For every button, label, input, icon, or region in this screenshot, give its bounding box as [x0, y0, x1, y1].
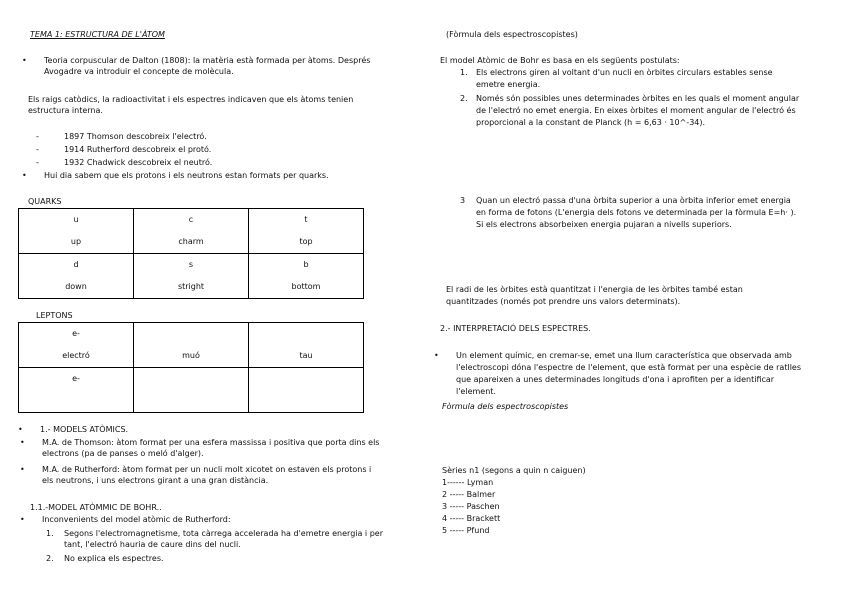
leptons-label: LEPTONS [36, 311, 73, 320]
postulate-text: Quan un electró passa d'una òrbita superior a una òrbita inferior emet energia [476, 196, 791, 205]
quark-symbol: s [188, 260, 194, 269]
interp-text: l'element. [456, 387, 496, 396]
lepton-name: tau [299, 351, 313, 360]
series-item: 4 ----- Brackett [442, 514, 501, 523]
series-item: 5 ----- Pfund [442, 526, 490, 535]
lepton-symbol: e- [72, 329, 80, 338]
formula-top: (Fòrmula dels espectroscopistes) [446, 30, 578, 39]
lepton-name: muó [182, 351, 200, 360]
postulate-num: 3 [460, 196, 466, 205]
formula-label: Fòrmula dels espectroscopistes [442, 402, 569, 411]
postulate-text: emetre energia. [476, 80, 541, 89]
interp-text: l'electroscopi dóna l'espectre de l'element, que està format per una espècie de ratlles [456, 363, 802, 372]
quark-symbol: u [73, 215, 79, 224]
interp-text: • Un element químic, en cremar-se, emet una llum característica que observada amb [456, 350, 792, 361]
table-row [19, 368, 364, 413]
bohr-intro: El model Atòmic de Bohr es basa en els següents postulats: [440, 56, 680, 65]
bohr-item: Segons l'electromagnetisme, tota càrrega accelerada ha d'emetre energia i per [64, 529, 383, 538]
discovery-item: - 1914 Rutherford descobreix el protó. [64, 144, 211, 155]
discovery-item: - 1897 Thomson descobreix l'electró. [64, 131, 207, 142]
table-cell [249, 323, 364, 368]
series-item: 1------ Lyman [442, 478, 494, 487]
table-cell: e- [19, 368, 134, 413]
quark-symbol: c [188, 215, 194, 224]
discovery-item: - 1932 Chadwick descobreix el neutró. [64, 157, 212, 168]
quark-name: top [299, 237, 313, 246]
radi-text: quantitzades (només pot prendre uns valors determinats). [446, 297, 681, 306]
table-cell [134, 368, 249, 413]
series-heading: Sèries n1 (segons a quin n caiguen) [442, 466, 586, 475]
model-rutherford: els neutrons, i uns electrons girant a una gran distància. [42, 476, 269, 485]
series-item: 2 ----- Balmer [442, 490, 496, 499]
table-cell [19, 323, 134, 368]
bohr-item: No explica els espectres. [64, 554, 164, 563]
table-cell [19, 209, 134, 254]
quark-name: down [65, 282, 87, 291]
postulate-text: de l'electró no emet energia. En eixes òrbites el moment angular de l'electró és [476, 106, 796, 115]
series-item: 3 ----- Paschen [442, 502, 500, 511]
model-thomson: electrons (pa de panses o meló d'alger). [42, 449, 204, 458]
quark-name: up [70, 237, 82, 246]
raigs-text: estructura interna. [28, 106, 103, 115]
postulate-text: Els electrons giren al voltant d'un nucli en òrbites circulars estables sense [476, 68, 773, 77]
postulate-num: 1. [460, 68, 468, 77]
radi-text: El radi de les òrbites està quantitzat i l'energia de les òrbites també estan [446, 285, 743, 294]
quarks-label: QUARKS [28, 197, 62, 206]
leptons-table [18, 322, 364, 413]
bohr-inconvenients: • Inconvenients del model atòmic de Rutherford: [42, 514, 231, 525]
postulate-text: en forma de fotons (L'energia dels fotons ve determinada per la fòrmula E=h· ). [476, 208, 797, 217]
postulate-text: proporcional a la constant de Planck (h = 6,63 · 10^-34). [476, 118, 706, 127]
table-cell [249, 209, 364, 254]
table-row [19, 323, 364, 368]
table-row [19, 254, 364, 299]
postulate-text: Si els electrons absorbeixen energia pujaran a nivells superiors. [476, 220, 732, 229]
table-cell [249, 368, 364, 413]
raigs-text: Els raigs catòdics, la radioactivitat i els espectres indicaven que els àtoms tenien [28, 95, 354, 104]
dalton-text: • Teoria corpuscular de Dalton (1808): la matèria està formada per àtoms. Després [44, 55, 370, 66]
interp-heading: 2.- INTERPRETACIÓ DELS ESPECTRES. [440, 324, 591, 333]
quark-name: charm [178, 237, 204, 246]
quark-name: bottom [291, 282, 321, 291]
doc-title: TEMA 1: ESTRUCTURA DE L'ÀTOM [30, 30, 165, 39]
quark-name: stright [177, 282, 205, 291]
table-cell [134, 254, 249, 299]
bohr-heading: 1.1.-MODEL ATÒMMIC DE BOHR.. [30, 503, 162, 512]
bohr-item-num: 1. [46, 529, 54, 538]
table-cell [249, 254, 364, 299]
quarks-note: • Hui dia sabem que els protons i els neutrons estan formats per quarks. [44, 170, 329, 181]
table-cell [134, 323, 249, 368]
postulate-text: Només són possibles unes determinades òrbites en les quals el moment angular [476, 94, 800, 103]
model-thomson: • M.A. de Thomson: àtom format per una esfera massissa i positiva que porta dins els [42, 437, 379, 448]
quarks-table [18, 208, 364, 299]
postulate-num: 2. [460, 94, 468, 103]
quark-symbol: d [73, 260, 79, 269]
lepton-name: electró [62, 351, 90, 360]
quark-symbol: t [304, 215, 308, 224]
table-cell [19, 254, 134, 299]
interp-text: que apareixen a unes determinades longituds d'ona i aprofiten per a identificar [456, 375, 775, 384]
model-rutherford: • M.A. de Rutherford: àtom format per un nucli molt xicotet on estaven els protons i [42, 464, 371, 475]
dalton-text: Avogadre va introduir el concepte de molècula. [44, 67, 234, 76]
table-cell [134, 209, 249, 254]
models-heading: • 1.- MODELS ATÒMICS. [40, 424, 128, 435]
table-row [19, 209, 364, 254]
quark-symbol: b [303, 260, 309, 269]
bohr-item: tant, l'electró hauria de caure dins del nucli. [64, 540, 241, 549]
bohr-item-num: 2. [46, 554, 54, 563]
